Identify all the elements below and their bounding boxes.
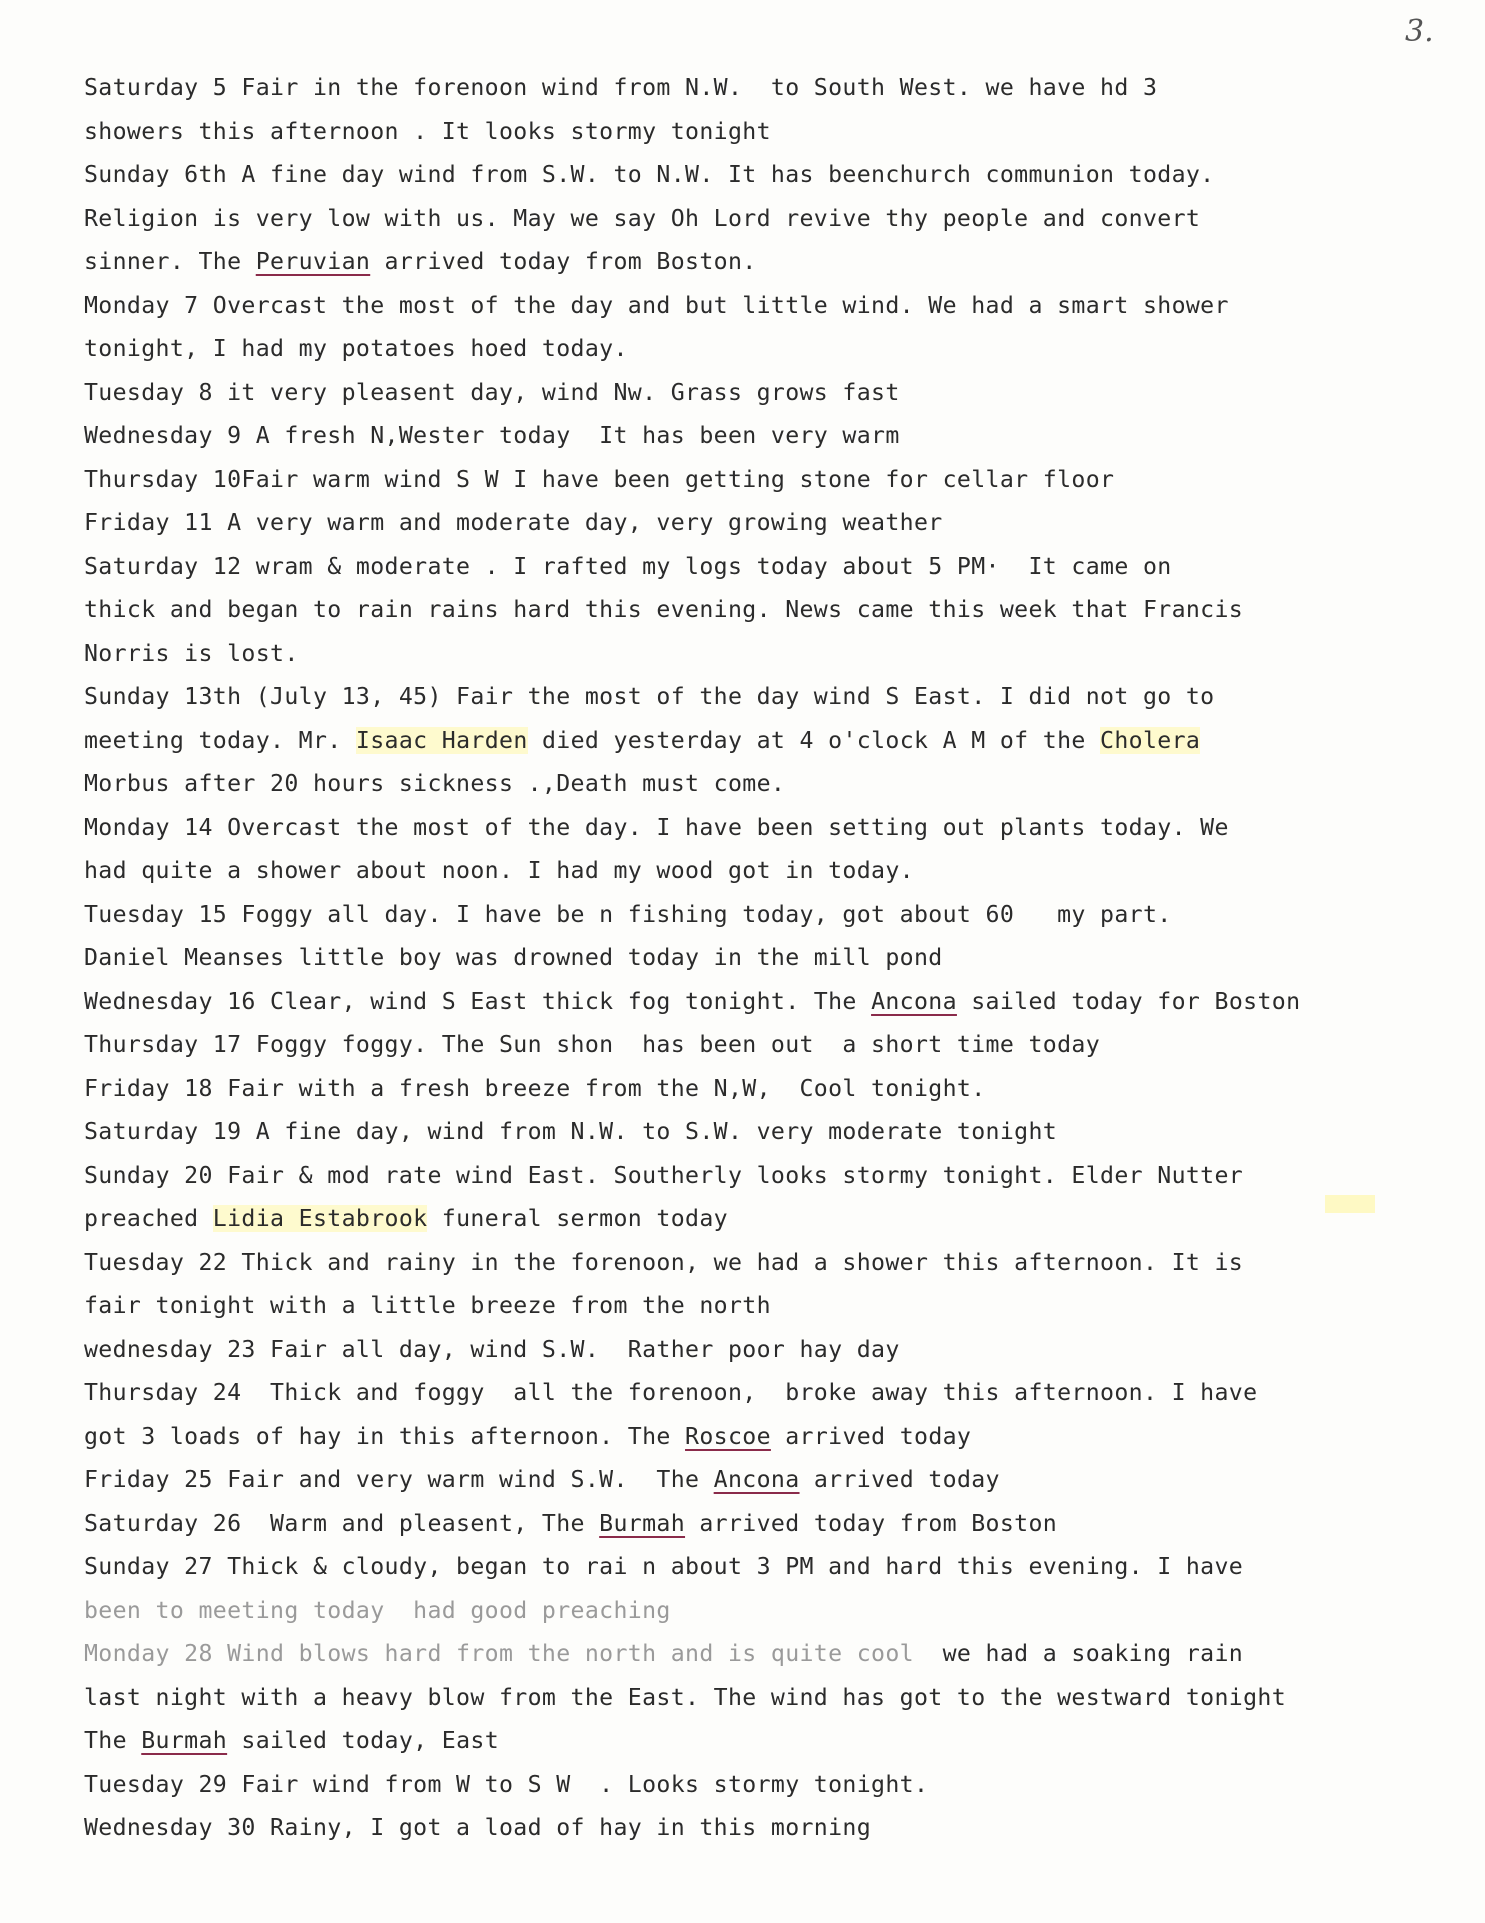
text-line: Thursday 17 Foggy foggy. The Sun shon has been out a short time today bbox=[84, 1031, 1101, 1058]
text-line: Wednesday 16 Clear, wind S East thick fog tonight. The Ancona sailed today for Boston bbox=[84, 987, 1301, 1015]
text-line: Saturday 5 Fair in the forenoon wind from N.W. to South West. we have hd 3 bbox=[84, 74, 1158, 101]
text-line: fair tonight with a little breeze from the north bbox=[84, 1292, 771, 1319]
highlighter-mark bbox=[1325, 1195, 1375, 1213]
text-line: Friday 11 A very warm and moderate day, very growing weather bbox=[84, 509, 943, 536]
text-line: Norris is lost. bbox=[84, 639, 299, 667]
text-line: Daniel Meanses little boy was drowned today in the mill pond bbox=[84, 944, 943, 971]
text-line: Wednesday 9 A fresh N,Wester today It has been very warm bbox=[84, 422, 900, 449]
ship-name: Roscoe bbox=[685, 1422, 771, 1450]
text-line: showers this afternoon . It looks stormy tonight bbox=[84, 117, 771, 145]
faint-text: been to meeting today had good preaching bbox=[84, 1596, 671, 1624]
text-line: sinner. The Peruvian arrived today from Boston. bbox=[84, 248, 757, 275]
text-line: Monday 7 Overcast the most of the day and but little wind. We had a smart shower bbox=[84, 291, 1229, 319]
text-line: Monday 28 Wind blows hard from the north and is quite cool we had a soaking rain bbox=[84, 1640, 1244, 1667]
diary-text bbox=[84, 66, 1474, 1850]
text-line: Saturday 19 A fine day, wind from N.W. to S.W. very moderate tonight bbox=[84, 1118, 1058, 1145]
ship-name: Ancona bbox=[713, 1466, 800, 1493]
highlighted-name: Lidia Estabrook bbox=[212, 1205, 428, 1232]
text-line: thick and began to rain rains hard this evening. News came this week that Francis bbox=[84, 596, 1244, 623]
faint-text: Monday 28 Wind blows hard from the north and is quite cool bbox=[84, 1640, 914, 1667]
text-line: Wednesday 30 Rainy, I got a load of hay in this morning bbox=[84, 1814, 872, 1841]
text-line: Saturday 26 Warm and pleasent, The Burmah arrived today from Boston bbox=[84, 1509, 1058, 1537]
text-line: Tuesday 29 Fair wind from W to S W . Looks stormy tonight. bbox=[84, 1770, 929, 1798]
text-line: Religion is very low with us. May we say Oh Lord revive thy people and convert bbox=[84, 204, 1201, 232]
text-line: The Burmah sailed today, East bbox=[84, 1727, 500, 1754]
text-line: Tuesday 8 it very pleasent day, wind Nw. Grass grows fast bbox=[84, 378, 900, 406]
page-number: 3. bbox=[1405, 14, 1434, 49]
ship-name: Burmah bbox=[141, 1727, 228, 1754]
text-line: Sunday 6th A fine day wind from S.W. to N.W. It has beenchurch communion today. bbox=[84, 161, 1215, 188]
highlighted-word: Cholera bbox=[1100, 726, 1201, 754]
text-line: had quite a shower about noon. I had my wood got in today. bbox=[84, 857, 914, 884]
text-line: Sunday 27 Thick & cloudy, began to rai n about 3 PM and hard this evening. I have bbox=[84, 1553, 1244, 1580]
text-line: Saturday 12 wram & moderate . I rafted my logs today about 5 PM· It came on bbox=[84, 552, 1172, 580]
text-line: got 3 loads of hay in this afternoon. The Roscoe arrived today bbox=[84, 1422, 972, 1450]
text-line: Thursday 10Fair warm wind S W I have been getting stone for cellar floor bbox=[84, 465, 1115, 493]
ship-name: Ancona bbox=[871, 987, 957, 1015]
text-line: Sunday 13th (July 13, 45) Fair the most of the day wind S East. I did not go to bbox=[84, 683, 1215, 710]
text-line: Friday 18 Fair with a fresh breeze from the N,W, Cool tonight. bbox=[84, 1074, 986, 1102]
text-line: Friday 25 Fair and very warm wind S.W. The Ancona arrived today bbox=[84, 1466, 1000, 1493]
text-line: wednesday 23 Fair all day, wind S.W. Rather poor hay day bbox=[84, 1335, 900, 1363]
text-line: meeting today. Mr. Isaac Harden died yesterday at 4 o'clock A M of the Cholera bbox=[84, 726, 1201, 754]
text-line: Sunday 20 Fair & mod rate wind East. Southerly looks stormy tonight. Elder Nutter bbox=[84, 1161, 1244, 1189]
text-line: Tuesday 22 Thick and rainy in the forenoon, we had a shower this afternoon. It is bbox=[84, 1248, 1244, 1276]
text-line bbox=[84, 1589, 1474, 1633]
text-line: last night with a heavy blow from the East. The wind has got to the westward tonight bbox=[84, 1683, 1287, 1711]
text-line: tonight, I had my potatoes hoed today. bbox=[84, 335, 628, 362]
ship-name: Peruvian bbox=[255, 248, 371, 275]
text-line: Tuesday 15 Foggy all day. I have be n fishing today, got about 60 my part. bbox=[84, 900, 1172, 928]
text-line: Thursday 24 Thick and foggy all the forenoon, broke away this afternoon. I have bbox=[84, 1379, 1258, 1406]
text-line: Monday 14 Overcast the most of the day. I have been setting out plants today. We bbox=[84, 813, 1229, 841]
highlighted-name: Isaac Harden bbox=[355, 726, 528, 754]
text-line: Morbus after 20 hours sickness .,Death must come. bbox=[84, 770, 786, 797]
ship-name: Burmah bbox=[599, 1509, 686, 1537]
text-line: preached Lidia Estabrook funeral sermon today bbox=[84, 1205, 728, 1232]
